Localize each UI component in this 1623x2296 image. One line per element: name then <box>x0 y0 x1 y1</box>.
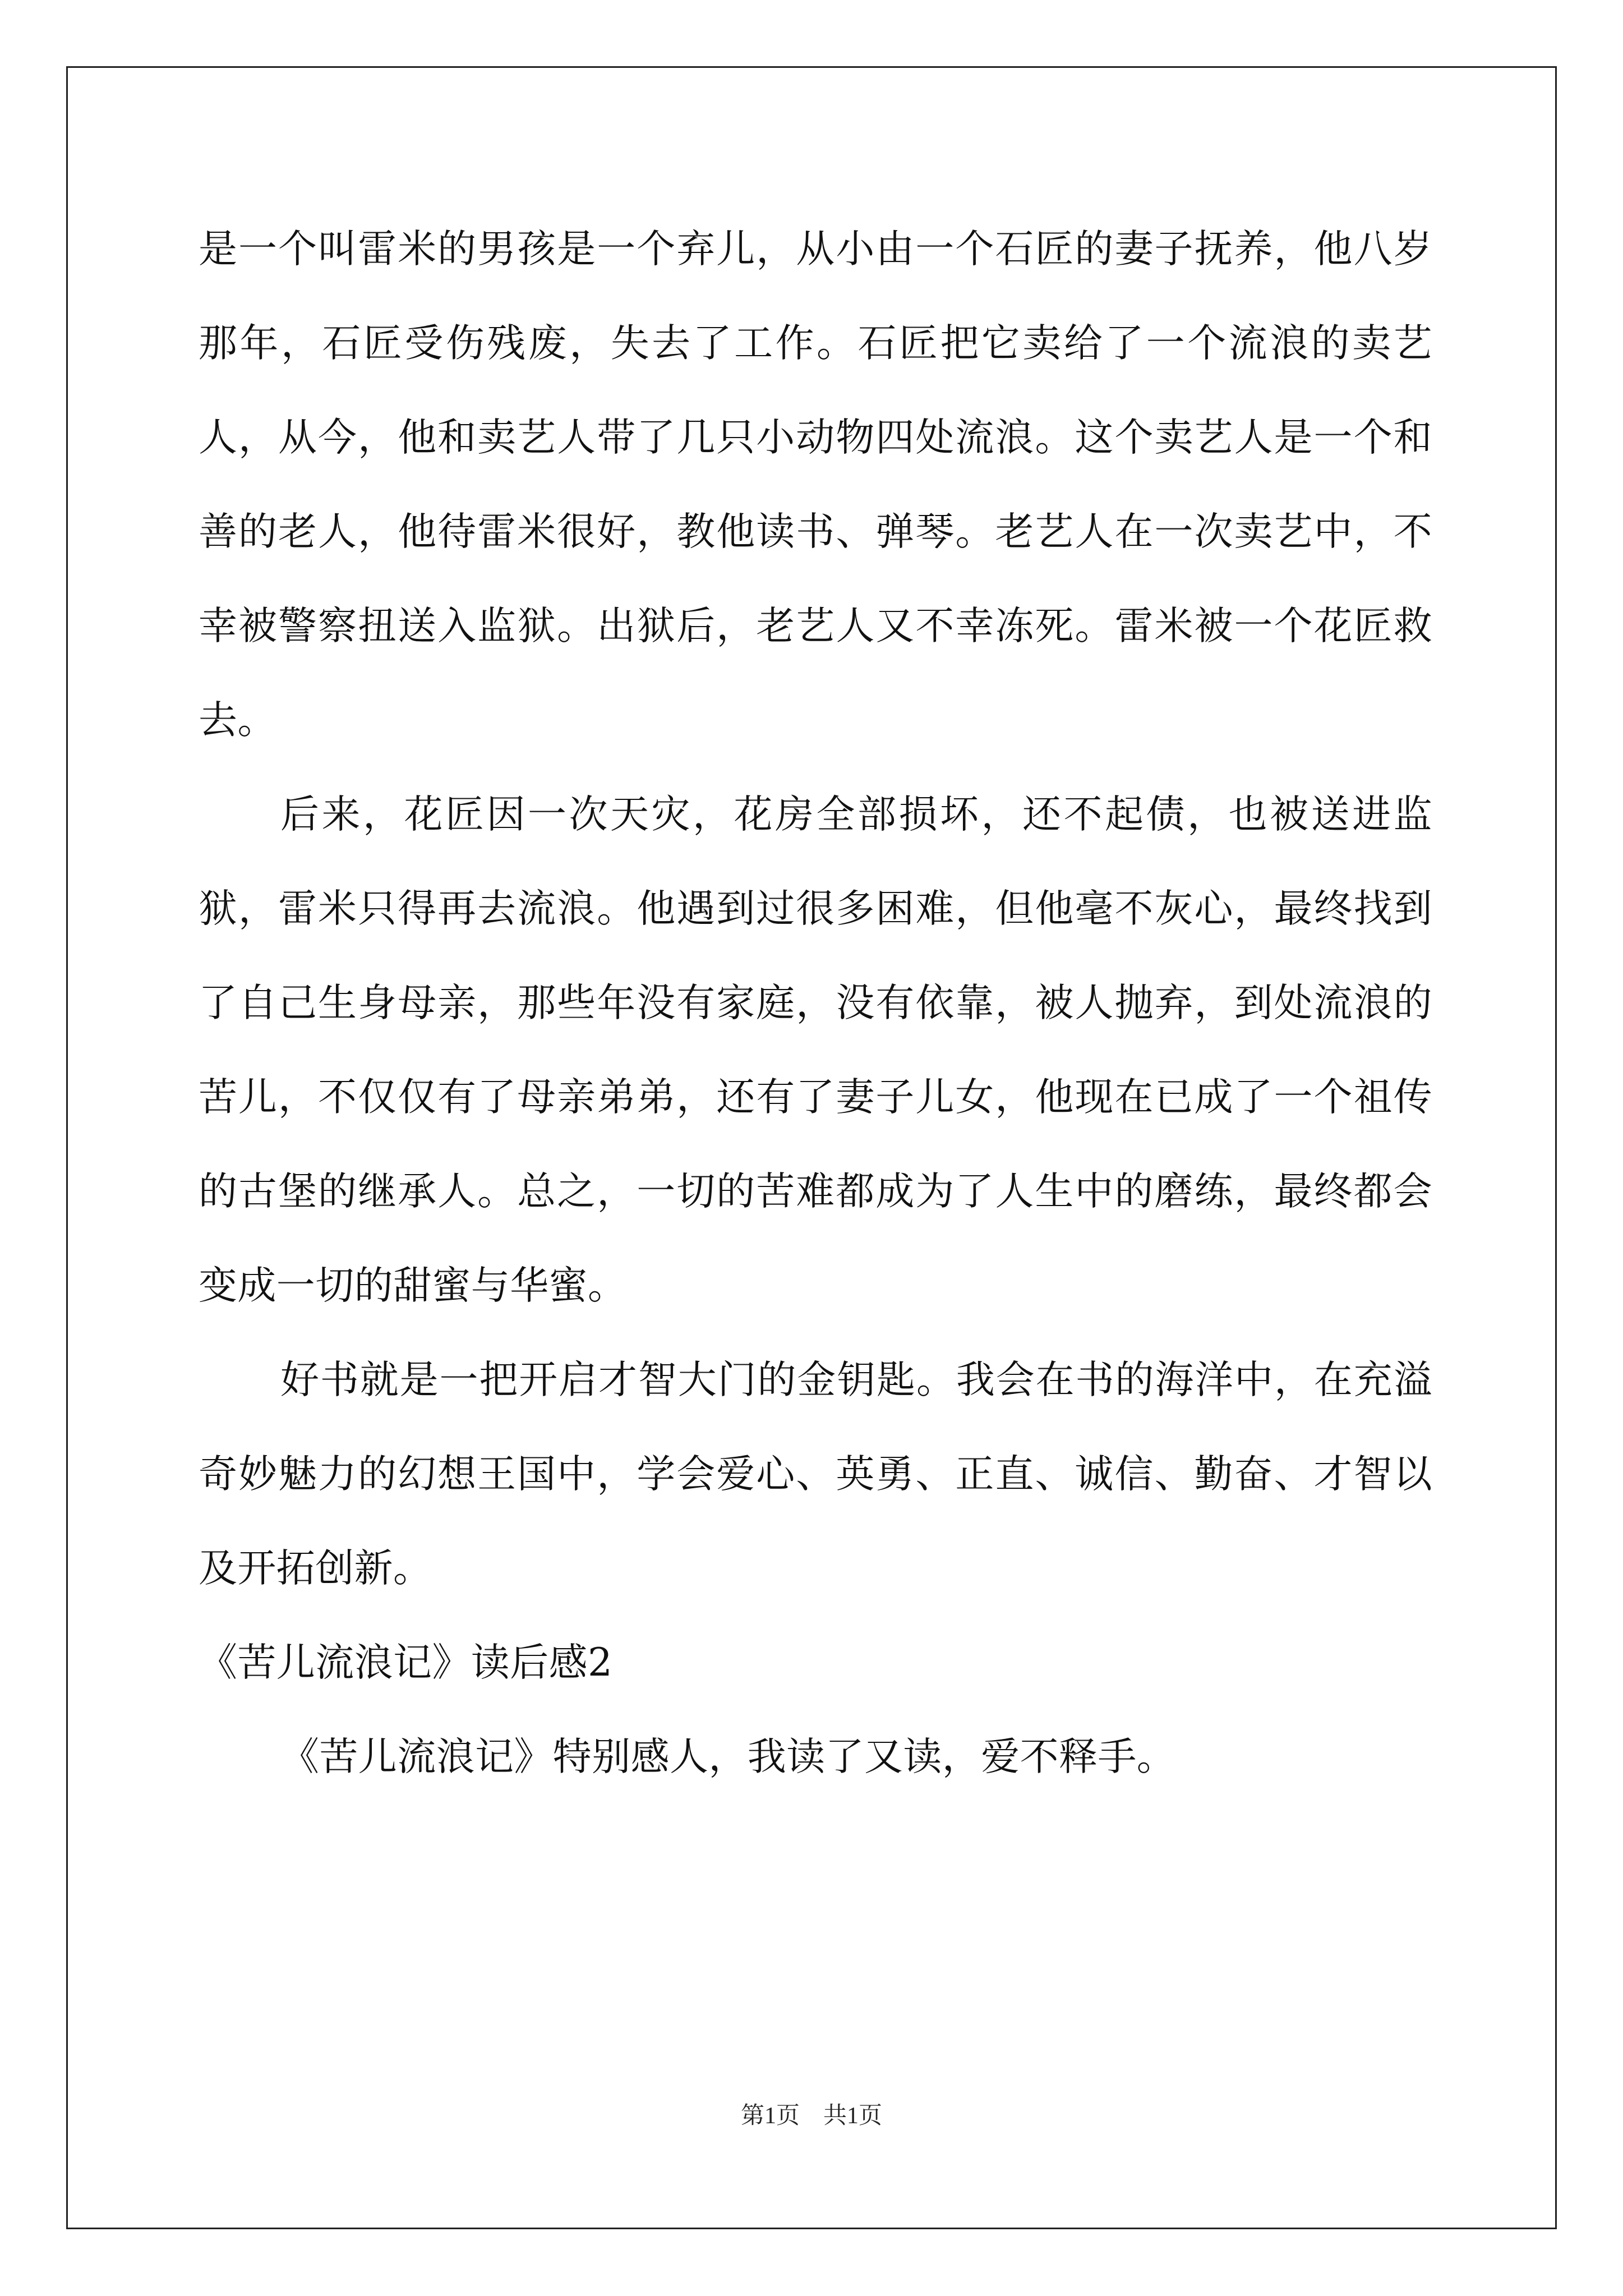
paragraph-1: 是一个叫雷米的男孩是一个弃儿，从小由一个石匠的妻子抚养，他八岁那年，石匠受伤残废，失去了工作。石匠把它卖给了一个流浪的卖艺人，从今，他和卖艺人带了几只小动物四处流浪。这个卖艺人是一个和善的老人，他待雷米很好，教他读书、弹琴。老艺人在一次卖艺中，不幸被警察扭送入监狱。出狱后，老艺人又不幸冻死。雷米被一个花匠救去。 <box>199 227 1432 743</box>
page-footer: 第1页 共1页 <box>740 2103 882 2129</box>
paragraph-4: 《苦儿流浪记》特别感人，我读了又读，爱不释手。 <box>280 1734 1176 1779</box>
section-heading: 《苦儿流浪记》读后感2 <box>199 1640 613 1685</box>
document-body <box>199 202 1432 1804</box>
paragraph-2: 后来，花匠因一次天灾，花房全部损坏，还不起债，也被送进监狱，雷米只得再去流浪。他遇到过很多困难，但他毫不灰心，最终找到了自己生身母亲，那些年没有家庭，没有依靠，被人抛弃，到处流浪的苦儿，不仅仅有了母亲弟弟，还有了妻子儿女，他现在已成了一个祖传的古堡的继承人。总之，一切的苦难都成为了人生中的磨练，最终都会变成一切的甜蜜与华蜜。 <box>199 792 1432 1308</box>
paragraph-3: 好书就是一把开启才智大门的金钥匙。我会在书的海洋中，在充溢奇妙魅力的幻想王国中，学会爱心、英勇、正直、诚信、勤奋、才智以及开拓创新。 <box>199 1358 1432 1591</box>
